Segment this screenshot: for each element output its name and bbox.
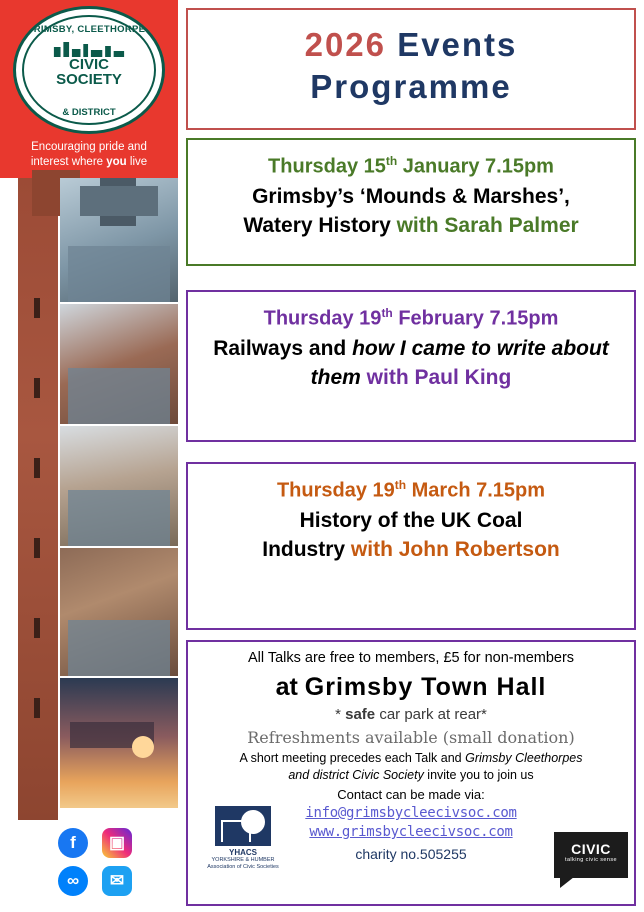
footer-info-box (186, 640, 636, 906)
event-title-january (198, 182, 624, 240)
logo-tagline-line2-pre: interest where (30, 156, 107, 168)
footer-meeting-society-b: and district Civic Society (288, 768, 424, 782)
photo-street-body (68, 490, 170, 546)
event-date-main: Thursday 19 (276, 479, 395, 502)
poster-title-word-programme: Programme (310, 68, 512, 105)
speech-bubble-tail-icon (560, 877, 574, 888)
footer-meeting-society-a: Grimsby Cleethorpes (465, 751, 583, 765)
civic-voice-tagline: talking civic sense (565, 857, 617, 863)
yhacs-badge-icon (215, 806, 271, 846)
event-date-ordinal: th (385, 154, 398, 168)
event-date-january (198, 148, 624, 180)
photo-fishermen-statue (60, 548, 178, 676)
event-date-main: Thursday 19 (263, 307, 382, 330)
event-with-label: with (360, 365, 415, 389)
logo-tagline (8, 140, 170, 170)
civic-voice-logo (554, 832, 628, 878)
event-date-main: Thursday 15 (268, 155, 386, 178)
humber-bridge-icon (221, 820, 251, 842)
event-card-january (186, 138, 636, 266)
footer-price-line: All Talks are free to members, £5 for non-members (247, 650, 575, 666)
tower-window (34, 298, 40, 318)
poster-title-box (186, 8, 636, 130)
yhacs-logo (200, 806, 286, 874)
poster-title-line2 (188, 66, 634, 108)
facebook-icon[interactable]: f (58, 828, 88, 858)
footer-parking-post: car park at rear* (375, 706, 487, 723)
footer-refreshments: Refreshments available (small donation) (247, 728, 575, 747)
civic-voice-name: CIVIC (571, 841, 611, 857)
footer-meeting-text-a: A short meeting precedes each Talk and (239, 751, 466, 765)
photo-strip (0, 178, 178, 912)
logo-circle (13, 6, 165, 134)
event-date-february (198, 300, 624, 332)
tower-window (34, 378, 40, 398)
logo-main-line2: SOCIETY (56, 71, 122, 88)
poster-title-line1 (188, 24, 634, 66)
logo-main-line1: CIVIC (68, 56, 109, 73)
event-title-february (198, 334, 624, 392)
event-title-line1: History of the UK Coal (299, 508, 523, 532)
footer-parking-note (196, 704, 626, 726)
meta-icon[interactable]: ∞ (58, 866, 88, 896)
event-title-march (198, 506, 624, 564)
social-links (50, 824, 178, 904)
instagram-icon[interactable]: ▣ (102, 828, 132, 858)
yhacs-sub1: YORKSHIRE & HUMBER (211, 857, 275, 863)
photo-church-body (68, 246, 170, 302)
event-title-lead: Railways and (213, 336, 353, 360)
footer-charity-number: charity no.505255 (355, 846, 467, 862)
photo-church-roof (80, 186, 158, 216)
photo-sun (132, 736, 154, 758)
photo-pier-sunset (60, 678, 178, 808)
tower-window (34, 458, 40, 478)
society-logo-block (0, 0, 178, 178)
footer-venue-name: Grimsby Town Hall (304, 673, 547, 701)
event-date-rest: January 7.15pm (397, 155, 554, 178)
footer-email-link[interactable]: info@grimsbycleecivsoc.com (305, 805, 517, 821)
photo-building-body (68, 368, 170, 424)
yhacs-sub2: Association of Civic Societies (207, 864, 279, 870)
event-title-italic: how I came to write about them (310, 336, 609, 389)
photo-statue-body (68, 620, 170, 676)
poster-title-word-events: Events (397, 26, 518, 63)
event-date-rest: February 7.15pm (392, 307, 559, 330)
event-date-rest: March 7.15pm (406, 479, 546, 502)
poster-main-column (178, 0, 644, 912)
footer-venue (196, 670, 626, 704)
event-date-ordinal: th (381, 306, 393, 320)
footer-website-link[interactable]: www.grimsbycleecivsoc.com (309, 824, 513, 840)
event-title-line2 (198, 535, 624, 564)
poster-year: 2026 (304, 26, 387, 63)
event-speaker: John Robertson (398, 537, 560, 561)
footer-parking-pre: * (335, 706, 346, 723)
logo-inner-ring (22, 15, 156, 125)
logo-tagline-emphasis: you (106, 156, 127, 168)
footer-venue-at: at (275, 673, 305, 701)
event-with-label: with (390, 213, 445, 237)
yhacs-name: YHACS (228, 848, 257, 857)
twitter-icon[interactable]: ✉ (102, 866, 132, 896)
logo-arc-bottom-text: & DISTRICT (62, 107, 116, 118)
tower-window (34, 618, 40, 638)
photo-windmill-street (60, 426, 178, 546)
event-speaker: Sarah Palmer (444, 213, 579, 237)
skyline-icon (52, 39, 126, 57)
event-title-tail: Watery History (243, 213, 391, 237)
event-date-march (198, 472, 624, 504)
event-title-tail: Industry (262, 537, 346, 561)
event-with-label: with (345, 537, 399, 561)
event-card-march (186, 462, 636, 630)
logo-tagline-line1: Encouraging pride and (31, 141, 147, 153)
event-title-line1: Grimsby’s ‘Mounds & Marshes’, (252, 184, 570, 208)
photo-brick-building (60, 304, 178, 424)
dock-tower-photo (18, 178, 58, 820)
footer-contact-label: Contact can be made via: (337, 787, 485, 802)
footer-parking-emphasis: safe (345, 706, 376, 723)
logo-arc-top-text: GRIMSBY, CLEETHORPES (26, 24, 152, 35)
photo-church (60, 178, 178, 302)
event-speaker: Paul King (414, 365, 512, 389)
logo-tagline-line2-post: live (126, 156, 148, 168)
event-title-line2 (198, 211, 624, 240)
tower-window (34, 698, 40, 718)
footer-meeting-note (196, 750, 626, 784)
footer-meeting-text-b: invite you to join us (423, 768, 534, 782)
event-card-february (186, 290, 636, 442)
event-date-ordinal: th (394, 478, 407, 492)
tower-window (34, 538, 40, 558)
